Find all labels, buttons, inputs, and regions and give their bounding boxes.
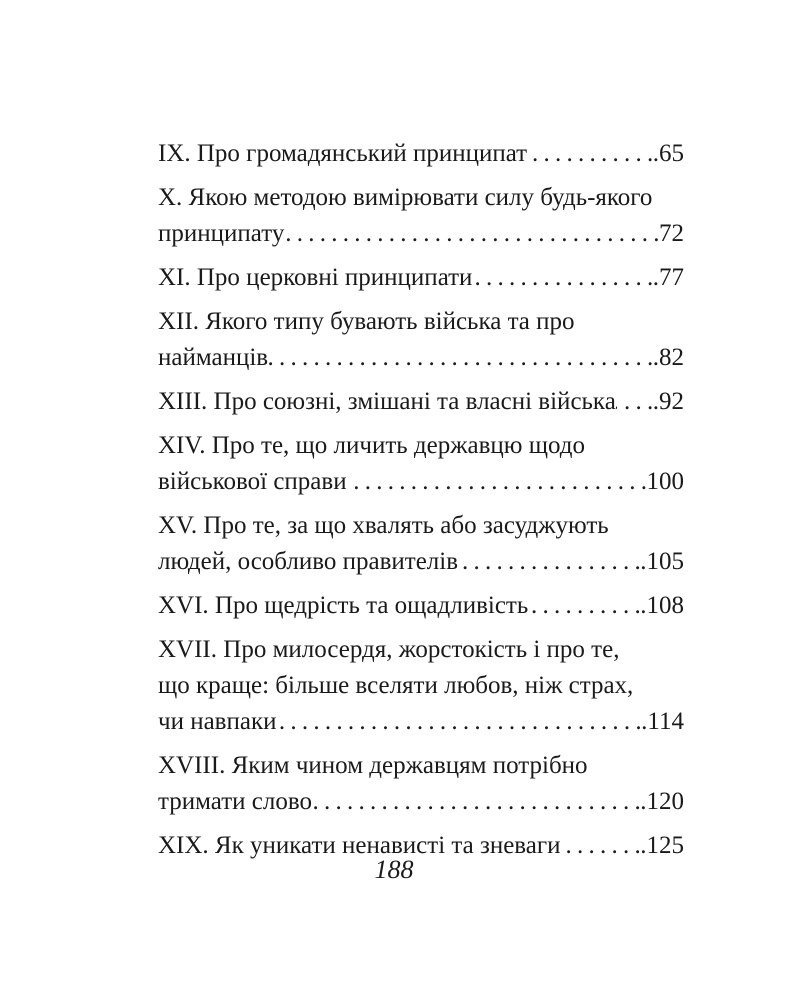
toc-entry-ix <box>158 136 684 172</box>
toc-entry-xii <box>158 304 684 376</box>
dot-leader <box>312 784 640 820</box>
toc-entry-title: X. Якою методою вимірювати силу будь-якого <box>158 184 653 211</box>
toc-entry-x <box>158 180 684 252</box>
toc-entry-title: XVII. Про милосердя, жорстокість і про те, <box>158 636 620 663</box>
toc-entry-title-continued: найманців <box>158 344 269 371</box>
toc-entry-title: IX. Про громадянський принципат <box>158 140 528 167</box>
toc-entry-title: XIX. Як уникати ненависті та зневаги <box>158 832 561 859</box>
toc-entry-page: .125 <box>640 832 684 859</box>
toc-entry-title: XII. Якого типу бувають війська та про <box>158 308 575 335</box>
toc-entry-page: .105 <box>640 548 684 575</box>
toc-entry-xv <box>158 508 684 580</box>
dot-leader <box>276 704 641 740</box>
toc-entry-page: 72 <box>659 220 684 247</box>
toc-entry-xviii <box>158 748 684 820</box>
toc-entry-page: .120 <box>640 788 684 815</box>
toc-entry-page: .92 <box>652 388 684 415</box>
toc-entry-title-continued: що краще: більше вселяти любов, ніж страх, <box>158 672 634 699</box>
toc-entry-xvi <box>158 588 684 624</box>
page-number: 188 <box>374 855 414 884</box>
toc-entry-title-continued: тримати слово <box>158 788 312 815</box>
dot-leader <box>472 260 652 296</box>
toc-entry-page: .114 <box>641 708 684 735</box>
toc-entry-xiv <box>158 428 684 500</box>
toc-entry-xiii <box>158 384 684 420</box>
dot-leader <box>458 544 640 580</box>
dot-leader <box>268 340 653 376</box>
toc-entry-title: XIV. Про те, що личить державцю щодо <box>158 432 585 459</box>
toc-entry-title-continued: принципату <box>158 220 285 247</box>
toc-entry-title: XI. Про церковні принципати <box>158 264 473 291</box>
dot-leader <box>347 464 647 500</box>
toc-entry-page: .65 <box>652 140 684 167</box>
toc-entry-title-continued: військової справи <box>158 468 347 495</box>
dot-leader <box>616 384 653 420</box>
toc-entry-title: XIII. Про союзні, змішані та власні війська <box>158 388 616 415</box>
toc-entry-title-continued: чи навпаки <box>158 708 277 735</box>
toc-entry-title: XVIII. Яким чином державцям потрібно <box>158 752 588 779</box>
toc-entry-xvii <box>158 632 684 740</box>
toc-entry-title: XVI. Про щедрість та ощадливість <box>158 592 529 619</box>
dot-leader <box>284 216 659 252</box>
toc-entry-page: .82 <box>652 344 684 371</box>
toc-entry-title: XV. Про те, за що хвалять або засуджують <box>158 512 609 539</box>
toc-entry-page: .77 <box>652 264 684 291</box>
dot-leader <box>527 136 653 172</box>
toc-entry-page: .108 <box>640 592 684 619</box>
table-of-contents <box>158 136 684 872</box>
toc-entry-xi <box>158 260 684 296</box>
toc-entry-page: 100 <box>646 468 684 495</box>
toc-entry-title-continued: людей, особливо правителів <box>158 548 459 575</box>
dot-leader <box>528 588 640 624</box>
